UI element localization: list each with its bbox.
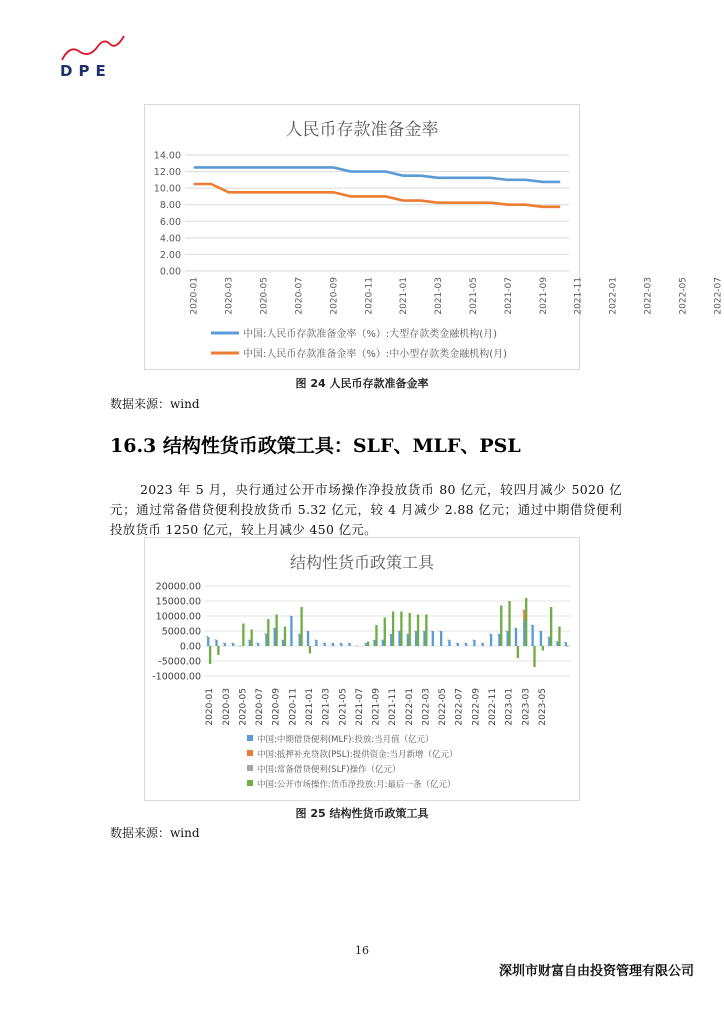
section-paragraph: 2023 年 5 月，央行通过公开市场操作净投放货币 80 亿元，较四月减少 5020 亿元；通过常备借贷便利投放货币 5.32 亿元，较 4 月减少 2.88 亿元；通过中期借贷便利投放货币 1250 亿元，较上月减少 450 亿元。 [110, 482, 622, 537]
logo-text: DPE [60, 62, 112, 80]
bar [322, 643, 324, 644]
x-tick-label: 2022-07 [454, 688, 465, 726]
section-heading: 16.3 结构性货币政策工具：SLF、MLF、PSL [110, 435, 521, 457]
bar [508, 601, 510, 646]
bar [417, 615, 419, 647]
legend-swatch [247, 765, 253, 771]
bar [490, 634, 492, 646]
bar [430, 631, 432, 632]
bar [530, 625, 532, 626]
bar [339, 643, 341, 644]
bar [367, 642, 369, 647]
reserve-ratio-plot [145, 105, 724, 369]
x-tick-label: 2021-05 [338, 688, 349, 726]
bar [264, 633, 266, 634]
bar [539, 631, 541, 632]
bar [514, 628, 516, 629]
bar [251, 630, 253, 647]
bar [217, 646, 219, 655]
bar [409, 613, 411, 646]
y-tick-label: 20000.00 [155, 581, 201, 593]
x-tick-label: 2020-11 [288, 688, 299, 726]
bar [372, 640, 374, 641]
bar [525, 598, 527, 646]
x-tick-label: 2023-03 [521, 688, 532, 726]
bar [247, 640, 249, 641]
x-tick-label: 2022-05 [678, 277, 689, 315]
bar [558, 627, 560, 647]
x-tick-label: 2020-05 [259, 277, 270, 315]
x-tick-label: 2021-11 [573, 277, 584, 315]
bar [375, 625, 377, 646]
bar [531, 625, 533, 646]
bar [533, 646, 535, 667]
bar [517, 646, 519, 658]
bar [364, 643, 366, 644]
bar [242, 624, 244, 647]
bar [356, 646, 358, 647]
y-tick-label: 2.00 [159, 249, 181, 261]
x-tick-label: 2020-11 [364, 277, 375, 315]
bar [290, 616, 292, 646]
series-line [194, 167, 561, 182]
y-tick-label: 6.00 [159, 216, 181, 228]
bar [275, 615, 277, 647]
y-tick-label: 12.00 [153, 167, 181, 179]
x-tick-label: 2022-05 [438, 688, 449, 726]
legend-swatch [247, 780, 253, 786]
bar [214, 639, 216, 640]
y-tick-label: 4.00 [159, 233, 181, 245]
bar [455, 643, 457, 644]
y-tick-label: 0.00 [159, 266, 181, 278]
x-tick-label: 2022-07 [713, 277, 724, 315]
bar [447, 640, 449, 641]
x-tick-label: 2021-03 [434, 277, 445, 315]
bar [389, 634, 391, 635]
x-tick-label: 2021-01 [399, 277, 410, 315]
bar [315, 640, 317, 646]
bar [231, 643, 233, 644]
x-tick-label: 2020-07 [255, 688, 266, 726]
x-tick-label: 2023-01 [504, 688, 515, 726]
bar [432, 631, 434, 646]
legend-label: 中国:人民币存款准备金率（%）:大型存款类金融机构(月) [243, 329, 498, 340]
x-tick-label: 2020-03 [224, 277, 235, 315]
x-tick-label: 2021-07 [503, 277, 514, 315]
bar [542, 646, 544, 651]
chart-caption: 图 24 人民币存款准备金率 [295, 377, 429, 390]
bar [400, 612, 402, 647]
x-tick-label: 2022-01 [404, 688, 415, 726]
bar [297, 634, 299, 635]
logo [58, 30, 128, 65]
data-source: 数据来源：wind [110, 397, 200, 411]
bar [567, 646, 569, 647]
x-tick-label: 2022-11 [487, 688, 498, 726]
bar [256, 643, 258, 644]
legend-label: 中国:公开市场操作:货币净投放:月:最后一条（亿元） [257, 780, 456, 790]
page-number: 16 [355, 944, 369, 957]
bar [550, 607, 552, 646]
x-tick-label: 2022-03 [421, 688, 432, 726]
x-tick-label: 2021-01 [304, 688, 315, 726]
bar [547, 637, 549, 638]
x-tick-label: 2022-03 [643, 276, 654, 315]
bar [307, 631, 309, 646]
legend-label: 中国:抵押补充贷款(PSL):提供资金:当月新增（亿元） [257, 750, 458, 760]
bar [306, 631, 308, 632]
x-tick-label: 2020-03 [221, 688, 232, 726]
policy-tools-plot [145, 538, 579, 800]
bar [381, 640, 383, 641]
logo-swoosh-icon [58, 30, 128, 65]
legend-swatch [247, 750, 253, 756]
y-tick-label: 10.00 [153, 183, 181, 195]
bar [281, 640, 283, 641]
bar [223, 643, 225, 644]
x-tick-label: 2023-05 [537, 688, 548, 726]
bar [564, 642, 566, 643]
x-tick-label: 2020-01 [189, 277, 200, 315]
bar [397, 631, 399, 632]
bar [448, 640, 450, 646]
chart-title: 人民币存款准备金率 [285, 120, 439, 140]
x-tick-label: 2020-09 [271, 688, 282, 726]
legend-label: 中国:中期借贷便利(MLF):投放:当月值（亿元） [257, 735, 434, 745]
bar [384, 618, 386, 647]
bar [422, 631, 424, 632]
company-name: 深圳市财富自由投资管理有限公司 [498, 964, 694, 979]
bar [392, 612, 394, 647]
data-source: 数据来源：wind [110, 826, 200, 840]
bar [414, 631, 416, 632]
y-tick-label: -5000.00 [158, 656, 201, 668]
x-tick-label: 2020-07 [294, 277, 305, 315]
bar [284, 627, 286, 647]
bar [522, 610, 524, 611]
x-tick-label: 2021-03 [321, 688, 332, 726]
x-tick-label: 2022-09 [471, 688, 482, 726]
bar [439, 631, 441, 632]
reserve-ratio-chart [144, 104, 724, 370]
bar [267, 619, 269, 646]
bar [515, 628, 517, 646]
legend-label: 中国:人民币存款准备金率（%）:中小型存款类金融机构(月) [243, 349, 508, 360]
x-tick-label: 2021-07 [354, 688, 365, 726]
y-tick-label: 8.00 [159, 200, 181, 212]
bar [289, 616, 291, 617]
x-tick-label: 2021-09 [371, 688, 382, 726]
bar [489, 634, 491, 635]
series-line [194, 184, 561, 207]
bar [309, 646, 311, 654]
bar [347, 643, 349, 644]
bar [314, 640, 316, 641]
bar [472, 640, 474, 641]
y-tick-label: 0.00 [179, 641, 201, 653]
y-tick-label: 5000.00 [161, 626, 201, 638]
bar [331, 643, 333, 644]
bar [505, 631, 507, 632]
bar [540, 631, 542, 646]
y-tick-label: 10000.00 [155, 611, 201, 623]
bar [555, 641, 557, 642]
bar [272, 628, 274, 629]
y-tick-label: -10000.00 [152, 671, 201, 683]
bar [209, 646, 211, 664]
bar [500, 606, 502, 647]
x-tick-label: 2021-09 [538, 277, 549, 315]
policy-tools-chart [144, 537, 580, 801]
bar [207, 637, 209, 646]
bar [480, 643, 482, 644]
bar [300, 607, 302, 646]
x-tick-label: 2020-05 [238, 688, 249, 726]
x-tick-label: 2020-09 [329, 277, 340, 315]
bar [406, 634, 408, 635]
bar [215, 640, 217, 646]
bar [497, 634, 499, 635]
bar [464, 643, 466, 644]
x-tick-label: 2020-01 [205, 688, 216, 726]
bar [239, 646, 241, 647]
x-tick-label: 2021-05 [469, 277, 479, 315]
legend-swatch [247, 735, 253, 741]
bar [206, 636, 208, 637]
y-tick-label: 15000.00 [155, 596, 201, 608]
legend-label: 中国:常备借贷便利(SLF)操作（亿元） [257, 765, 401, 775]
bar [425, 615, 427, 647]
chart-caption: 图 25 结构性货币政策工具 [295, 807, 429, 820]
y-tick-label: 14.00 [153, 150, 181, 162]
bar [440, 631, 442, 646]
bar [473, 640, 475, 646]
chart-title: 结构性货币政策工具 [289, 553, 434, 572]
x-tick-label: 2022-01 [608, 277, 619, 315]
x-tick-label: 2021-11 [388, 688, 399, 726]
